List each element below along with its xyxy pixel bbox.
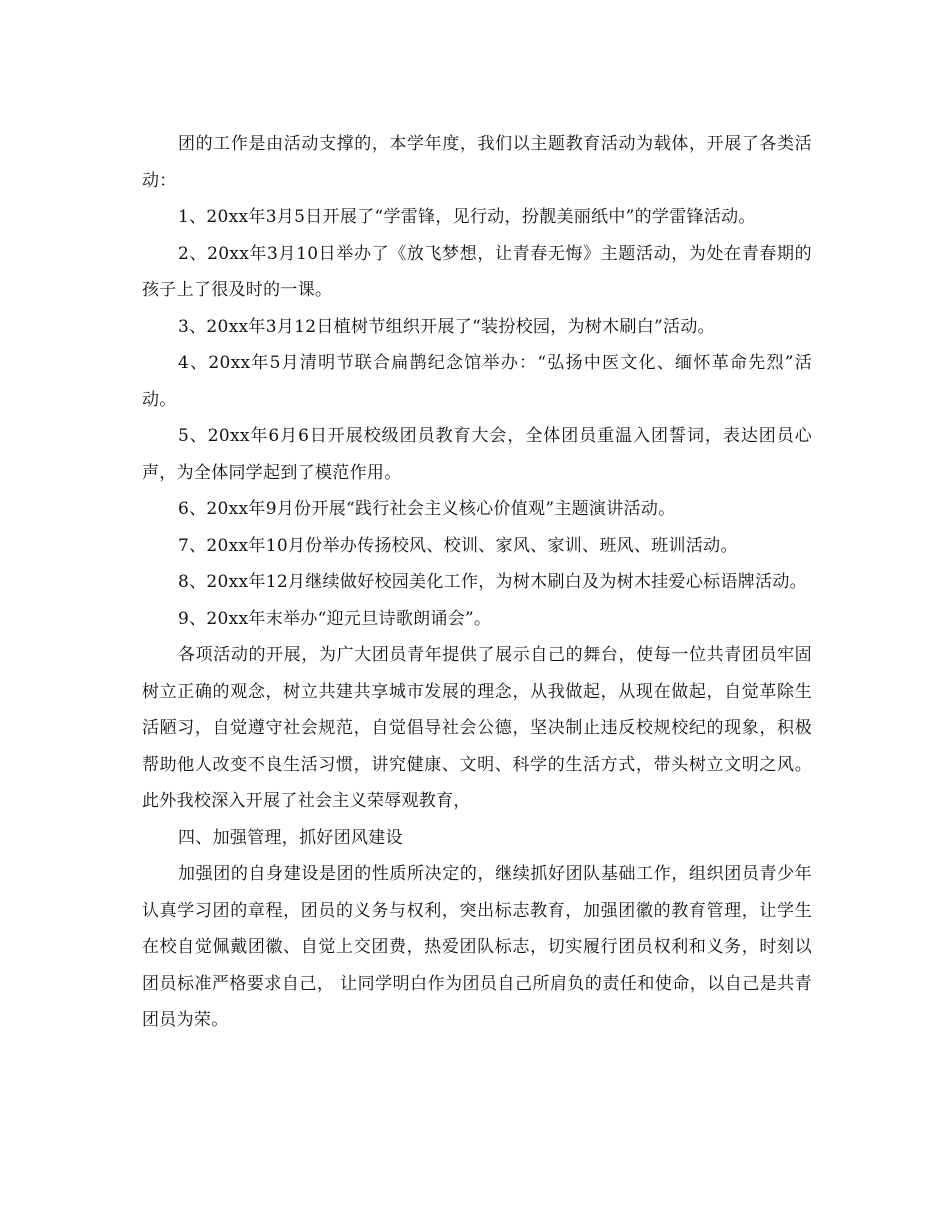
activity-item-5: 5、20xx年6月6日开展校级团员教育大会，全体团员重温入团誓词，表达团员心声，为全体同学起到了模范作用。	[142, 426, 812, 483]
activity-item-6: 6、20xx年9月份开展“践行社会主义核心价值观”主题演讲活动。	[178, 499, 676, 519]
management-paragraph: 加强团的自身建设是团的性质所决定的，继续抓好团队基础工作，组织团员青少年认真学习团的章程，团员的义务与权利，突出标志教育，加强团徽的教育管理，让学生在校自觉佩戴团徽、自觉上交团费，热爱团队标志，切实履行团员权利和义务，时刻以团员标准严格要求自己， 让同学明白作为团员自己所肩负的责任和使命，以自己是共青团员为荣。	[142, 864, 812, 1030]
activity-item-3: 3、20xx年3月12日植树节组织开展了“装扮校园，为树木刷白”活动。	[178, 316, 715, 337]
activity-item-1: 1、20xx年3月5日开展了“学雷锋，见行动，扮靓美丽纸中”的学雷锋活动。	[178, 207, 756, 227]
activity-item-7: 7、20xx年10月份举办传扬校风、校训、家风、家训、班风、班训活动。	[178, 535, 738, 556]
activity-item-8: 8、20xx年12月继续做好校园美化工作，为树木刷白及为树木挂爱心标语牌活动。	[178, 572, 807, 592]
activity-item-4: 4、20xx年5月清明节联合扁鹊纪念馆举办：“弘扬中医文化、缅怀革命先烈”活动。	[142, 353, 812, 410]
intro-paragraph: 团的工作是由活动支撑的，本学年度，我们以主题教育活动为载体，开展了各类活动：	[142, 134, 812, 191]
activity-item-9: 9、20xx年末举办“迎元旦诗歌朗诵会”。	[178, 608, 492, 629]
section-heading: 四、加强管理，抓好团风建设	[178, 827, 403, 848]
document-body	[142, 126, 812, 1039]
activity-item-2: 2、20xx年3月10日举办了《放飞梦想，让青春无悔》主题活动，为处在青春期的孩子上了很及时的一课。	[142, 243, 812, 300]
activities-summary-paragraph: 各项活动的开展，为广大团员青年提供了展示自己的舞台，使每一位共青团员牢固树立正确的观念，树立共建共享城市发展的理念，从我做起，从现在做起，自觉革除生活陋习，自觉遵守社会规范，自觉倡导社会公德，坚决制止违反校规校纪的现象，积极帮助他人改变不良生活习惯，讲究健康、文明、科学的生活方式，带头树立文明之风。此外我校深入开展了社会主义荣辱观教育，	[142, 645, 812, 811]
